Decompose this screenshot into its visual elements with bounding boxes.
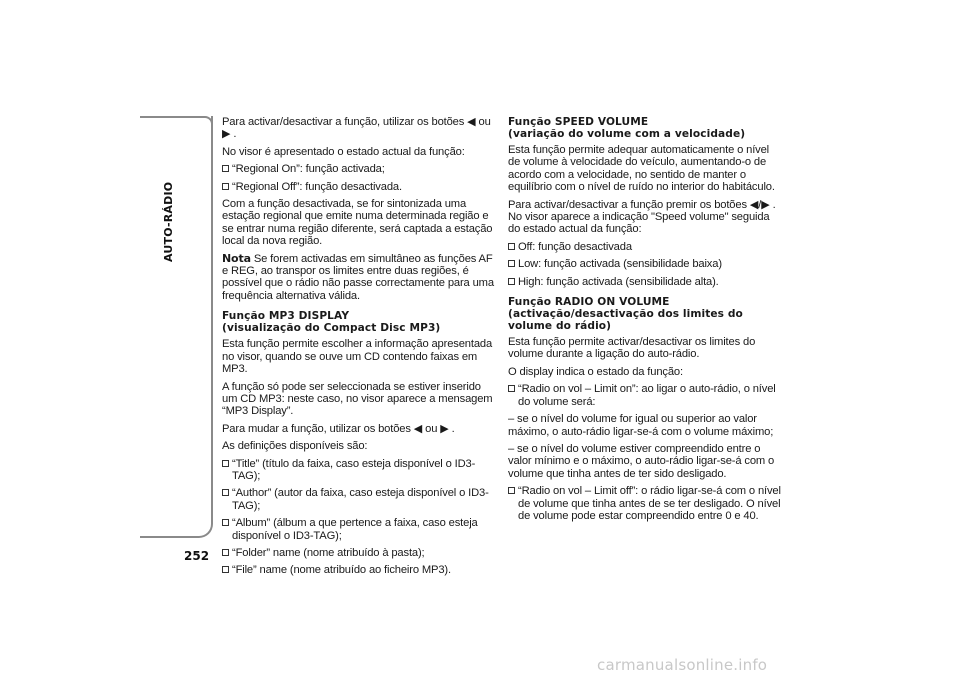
checkbox-bullet-icon (222, 183, 229, 190)
list-item: “Radio on vol – Limit on”: ao ligar o auto-rádio, o nível do volume será: (508, 383, 784, 408)
section-heading (508, 296, 784, 332)
checkbox-bullet-icon (222, 519, 229, 526)
list-item: “Regional On”: função activada; (222, 163, 498, 175)
paragraph: Esta função permite escolher a informação apresentada no visor, quando se ouve um CD contendo faixas em MP3. (222, 338, 493, 376)
paragraph: O display indica o estado da função: (508, 365, 683, 378)
right-column (508, 116, 784, 527)
checkbox-bullet-icon (508, 278, 515, 285)
checkbox-bullet-icon (508, 487, 515, 494)
list-item: “Radio on vol – Limit off”: o rádio ligar-se-á com o nível de volume que tinha antes de se ter desligado. O nível de volume pode estar compreendido entre 0 e 40. (508, 485, 784, 522)
heading-subtitle: (activação/desactivação dos limites do volume do rádio) (508, 308, 743, 333)
watermark: carmanualsonline.info (597, 656, 768, 674)
sidebar-frame (140, 116, 213, 538)
list-item: High: função activada (sensibilidade alta). (508, 276, 784, 288)
paragraph: – se o nível do volume for igual ou superior ao valor máximo, o auto-rádio ligar-se-á com o volume máximo; (508, 413, 774, 438)
paragraph: Esta função permite activar/desactivar os limites do volume durante a ligação do auto-rádio. (508, 336, 756, 361)
note (222, 253, 498, 303)
checkbox-bullet-icon (222, 165, 229, 172)
checkbox-bullet-icon (222, 549, 229, 556)
checkbox-bullet-icon (508, 385, 515, 392)
paragraph: Para activar/desactivar a função premir os botões ◀/▶ . No visor aparece a indicação "Speed volume" seguida do estado actual da função: (508, 198, 776, 236)
paragraph: Esta função permite adequar automaticamente o nível de volume à velocidade do veículo, aumentando-o de acordo com a velocidade, no sentido de manter o equilíbrio com o nível de ruído no interior do habitáculo. (508, 144, 775, 194)
checkbox-bullet-icon (222, 489, 229, 496)
paragraph: Com a função desactivada, se for sintonizada uma estação regional que emite numa determinada região e se entrar numa região diferente, será captada a estação local da nova região. (222, 198, 493, 248)
section-heading (222, 310, 498, 334)
list-item: “Album” (álbum a que pertence a faixa, caso esteja disponível o ID3-TAG); (222, 517, 498, 542)
page-number: 252 (184, 549, 210, 563)
note-text: Se forem activadas em simultâneo as funções AF e REG, ao transpor os limites entre duas regiões, é possível que o rádio não passe correctamente para uma frequência alternativa válida. (222, 252, 494, 302)
heading-title: Função RADIO ON VOLUME (508, 296, 670, 309)
checkbox-bullet-icon (508, 260, 515, 267)
list-item: “Title” (título da faixa, caso esteja disponível o ID3-TAG); (222, 458, 498, 483)
list-item: Off: função desactivada (508, 241, 784, 253)
heading-title: Função MP3 DISPLAY (222, 310, 350, 323)
list-item: Low: função activada (sensibilidade baixa) (508, 258, 784, 270)
checkbox-bullet-icon (222, 460, 229, 467)
paragraph: A função só pode ser seleccionada se estiver inserido um CD MP3: neste caso, no visor aparece a mensagem “MP3 Display”. (222, 380, 493, 418)
heading-subtitle: (variação do volume com a velocidade) (508, 128, 746, 140)
left-column (222, 116, 498, 582)
heading-title: Função SPEED VOLUME (508, 116, 649, 128)
paragraph: – se o nível do volume estiver compreendido entre o valor mínimo e o máximo, o auto-rádio ligar-se-á com o volume que tinha antes de ter sido desligado. (508, 442, 775, 480)
list-item: “Author” (autor da faixa, caso esteja disponível o ID3-TAG); (222, 487, 498, 512)
paragraph: As definições disponíveis são: (222, 440, 368, 453)
paragraph: Para mudar a função, utilizar os botões ◀ ou ▶ . (222, 422, 455, 435)
checkbox-bullet-icon (508, 243, 515, 250)
paragraph: Para activar/desactivar a função, utilizar os botões ◀ ou ▶ . (222, 116, 491, 141)
list-item: “File” name (nome atribuído ao ficheiro MP3). (222, 564, 498, 576)
checkbox-bullet-icon (222, 566, 229, 573)
section-heading (508, 116, 784, 140)
paragraph: No visor é apresentado o estado actual da função: (222, 145, 465, 158)
note-label: Nota (222, 251, 251, 265)
list-item: “Regional Off”: função desactivada. (222, 181, 498, 193)
heading-subtitle: (visualização do Compact Disc MP3) (222, 322, 441, 335)
section-title: AUTO-RÁDIO (162, 181, 175, 262)
list-item: “Folder” name (nome atribuído à pasta); (222, 547, 498, 559)
